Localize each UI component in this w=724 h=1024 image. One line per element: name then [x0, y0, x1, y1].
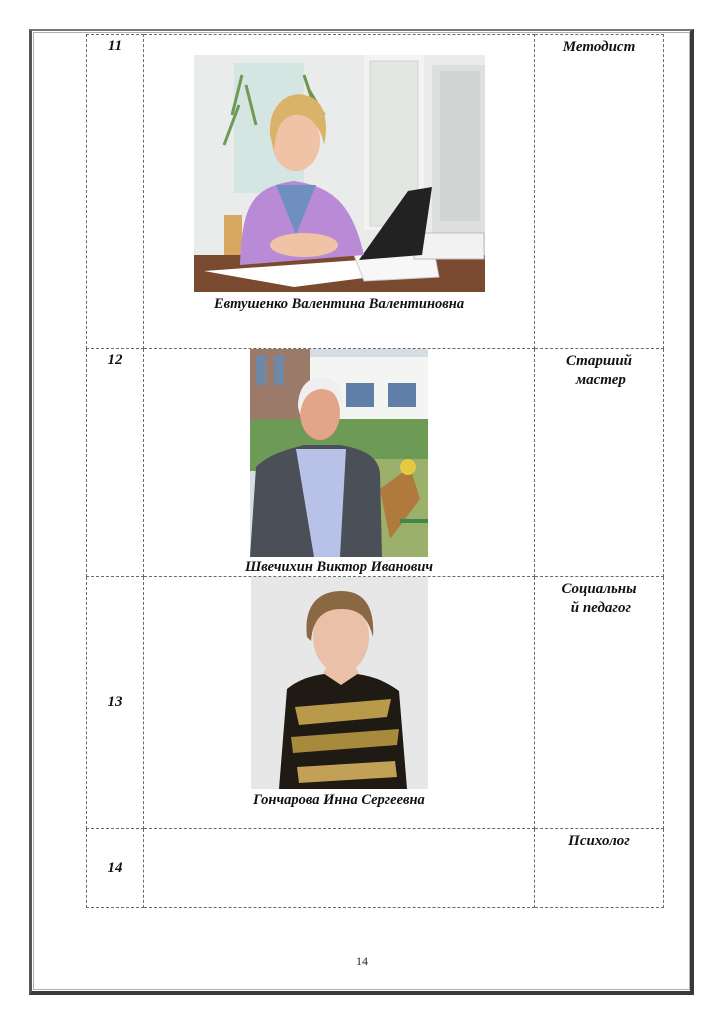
- photo-cell: [144, 35, 535, 349]
- position-cell: [535, 35, 664, 349]
- staff-position: Психолог: [568, 833, 630, 849]
- position-cell: [535, 349, 664, 577]
- row-number-cell: [87, 577, 144, 829]
- table-row: [87, 829, 664, 908]
- table-row: [87, 35, 664, 349]
- staff-position: Социальны й педагог: [561, 581, 637, 616]
- row-number: 13: [107, 694, 123, 710]
- photo-cell: [144, 829, 535, 908]
- staff-position: Методист: [562, 39, 636, 55]
- photo-cell: [144, 577, 535, 829]
- row-number: 11: [107, 38, 123, 54]
- page-number: 14: [356, 954, 368, 968]
- table-row: [87, 349, 664, 577]
- staff-name: Евтушенко Валентина Валентиновна: [213, 296, 465, 312]
- row-number: 14: [107, 859, 123, 876]
- row-number: 12: [107, 352, 123, 368]
- staff-photo: [250, 349, 428, 557]
- staff-photo: [251, 577, 428, 789]
- row-number-cell: [87, 829, 144, 908]
- row-number-cell: [87, 349, 144, 577]
- photo-cell: [144, 349, 535, 577]
- staff-table: [86, 34, 664, 908]
- position-cell: [535, 829, 664, 908]
- staff-name: Гончарова Инна Сергеевна: [253, 792, 425, 808]
- staff-name: Швечихин Виктор Иванович: [244, 559, 433, 575]
- staff-position: Старший мастер: [565, 353, 633, 388]
- table-row: [87, 577, 664, 829]
- row-number-cell: [87, 35, 144, 349]
- staff-photo: [194, 55, 485, 292]
- position-cell: [535, 577, 664, 829]
